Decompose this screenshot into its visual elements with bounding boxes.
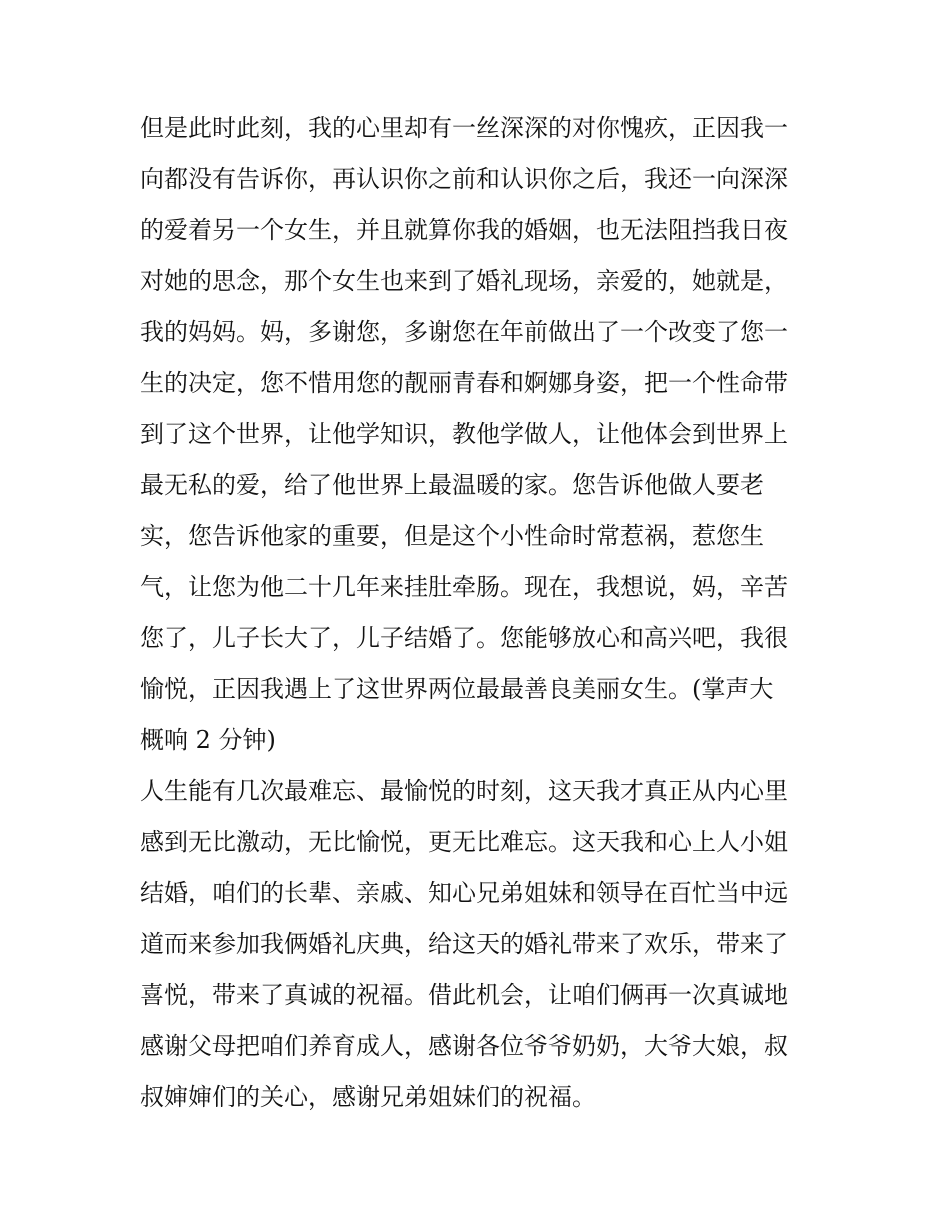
text-line: 实，您告诉他家的重要，但是这个小性命时常惹祸，惹您生 [140, 522, 764, 550]
document-body [140, 103, 812, 1123]
text-line: 气，让您为他二十几年来挂肚牵肠。现在，我想说，妈，辛苦 [140, 573, 788, 601]
text-line: 生的决定，您不惜用您的靓丽青春和婀娜身姿，把一个性命带 [140, 369, 788, 397]
text-line: 到了这个世界，让他学知识，教他学做人，让他体会到世界上 [140, 420, 788, 448]
text-line: 人生能有几次最难忘、最愉悦的时刻，这天我才真正从内心里 [140, 777, 788, 805]
text-line: 的爱着另一个女生，并且就算你我的婚姻，也无法阻挡我日夜 [140, 216, 788, 244]
text-line: 但是此时此刻，我的心里却有一丝深深的对你愧疚，正因我一 [140, 114, 788, 142]
text-line: 道而来参加我俩婚礼庆典，给这天的婚礼带来了欢乐，带来了 [140, 930, 788, 958]
text-line: 叔婶婶们的关心，感谢兄弟姐妹们的祝福。 [140, 1083, 596, 1111]
paragraph-mother-tribute [140, 103, 812, 766]
text-line: 向都没有告诉你，再认识你之前和认识你之后，我还一向深深 [140, 165, 788, 193]
text-line: 您了，儿子长大了，儿子结婚了。您能够放心和高兴吧，我很 [140, 624, 788, 652]
text-line: 喜悦，带来了真诚的祝福。借此机会，让咱们俩再一次真诚地 [140, 981, 788, 1009]
text-line: 我的妈妈。妈，多谢您，多谢您在年前做出了一个改变了您一 [140, 318, 788, 346]
text-line: 概响 2 分钟) [140, 726, 276, 754]
paragraph-wedding-thanks [140, 766, 812, 1123]
text-line: 愉悦，正因我遇上了这世界两位最最善良美丽女生。(掌声大 [140, 675, 774, 703]
text-line: 感谢父母把咱们养育成人，感谢各位爷爷奶奶，大爷大娘，叔 [140, 1032, 788, 1060]
text-line: 感到无比激动，无比愉悦，更无比难忘。这天我和心上人小姐 [140, 828, 788, 856]
text-line: 最无私的爱，给了他世界上最温暖的家。您告诉他做人要老 [140, 471, 764, 499]
text-line: 结婚，咱们的长辈、亲戚、知心兄弟姐妹和领导在百忙当中远 [140, 879, 788, 907]
text-line: 对她的思念，那个女生也来到了婚礼现场，亲爱的，她就是， [140, 267, 788, 295]
